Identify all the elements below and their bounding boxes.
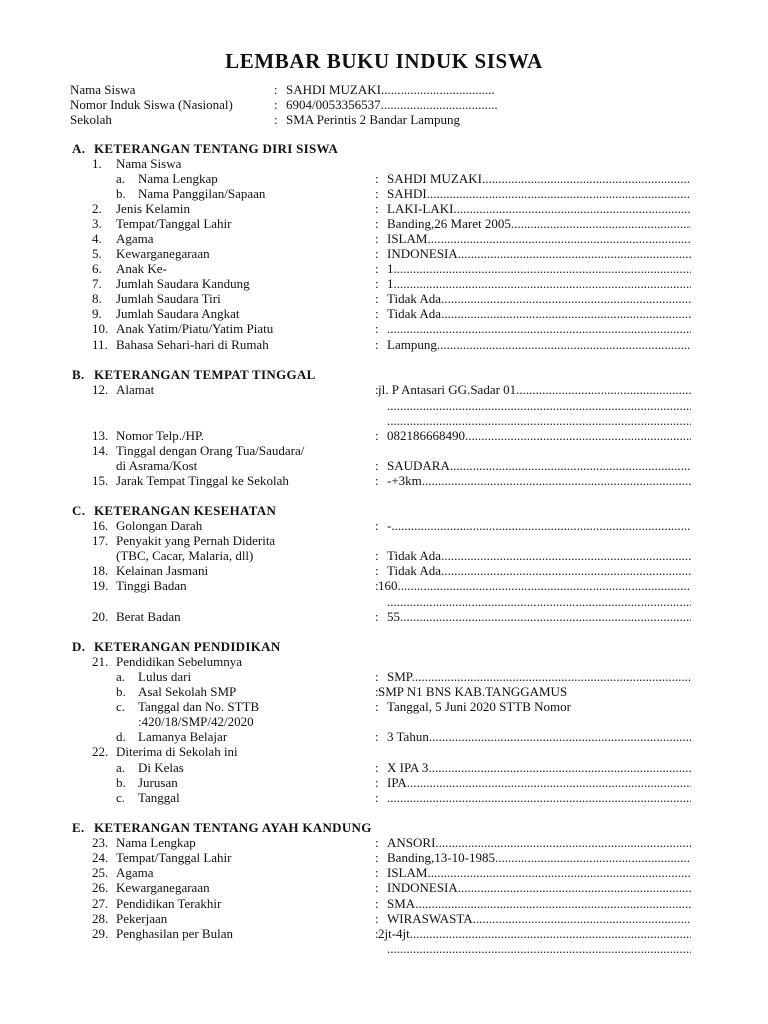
field-number: 20. [92, 609, 109, 624]
field-label: Tanggal [138, 790, 180, 805]
colon: : [375, 246, 379, 261]
field-nama-panggilan [0, 186, 768, 201]
field-number: 29. [92, 926, 109, 941]
field-value: 160 ..... [378, 578, 691, 593]
colon: : [375, 578, 379, 593]
colon: : [375, 835, 379, 850]
section-title: KETERANGAN TENTANG DIRI SISWA [94, 141, 339, 156]
field-number: 22. [92, 744, 109, 759]
colon: : [375, 473, 379, 488]
dots-filler [387, 413, 691, 428]
field-label: Penyakit yang Pernah Diderita [116, 533, 276, 548]
colon: : [274, 97, 278, 112]
field-sttb-cont [0, 714, 768, 729]
colon: : [274, 82, 278, 97]
field-label: Jarak Tempat Tinggal ke Sekolah [116, 473, 289, 488]
section-title: KETERANGAN KESEHATAN [94, 503, 277, 518]
page-title: LEMBAR BUKU INDUK SISWA [225, 49, 543, 73]
field-value: SAHDI MUZAKI ..... [387, 171, 691, 186]
field-label: Tinggal dengan Orang Tua/Saudara/ [116, 443, 305, 458]
field-label: Kewarganegaraan [116, 246, 210, 261]
field-sub-letter: a. [116, 669, 126, 684]
colon: : [375, 684, 379, 699]
field-number: 23. [92, 835, 109, 850]
field-saudara-tiri [0, 291, 768, 306]
field-gol-darah [0, 518, 768, 533]
field-number: 24. [92, 850, 109, 865]
field-value [387, 790, 691, 805]
field-value: Tidak Ada ..... [387, 306, 691, 321]
field-nama-lengkap [0, 171, 768, 186]
colon: : [375, 382, 379, 397]
colon: : [375, 337, 379, 352]
field-label: di Asrama/Kost [116, 458, 198, 473]
colon: : [375, 775, 379, 790]
field-label: Bahasa Sehari-hari di Rumah [116, 337, 269, 352]
field-telp [0, 428, 768, 443]
field-label: Alamat [116, 382, 155, 397]
field-label: Kelainan Jasmani [116, 563, 209, 578]
colon: : [274, 112, 278, 127]
field-kelainan [0, 563, 768, 578]
colon: : [375, 428, 379, 443]
field-value: X IPA 3 ..... [387, 760, 691, 775]
field-value [387, 321, 691, 336]
field-label: Nama Lengkap [116, 835, 196, 850]
field-label: Lamanya Belajar [138, 729, 228, 744]
field-number: 8. [92, 291, 102, 306]
field-label: Jumlah Saudara Kandung [116, 276, 250, 291]
colon: : [375, 306, 379, 321]
field-value: LAKI-LAKI ..... [387, 201, 691, 216]
field-number: 17. [92, 533, 109, 548]
section-a-heading [72, 141, 338, 157]
field-ayah-penghasilan [0, 926, 768, 941]
field-penyakit [0, 533, 768, 548]
field-number: 3. [92, 216, 102, 231]
dotted-line [0, 941, 768, 956]
dotted-line [0, 398, 768, 413]
field-saudara-angkat [0, 306, 768, 321]
field-label: Jurusan [138, 775, 178, 790]
field-number: 1. [92, 156, 102, 171]
field-ayah-nama [0, 835, 768, 850]
field-number: 13. [92, 428, 109, 443]
section-title: KETERANGAN PENDIDIKAN [94, 639, 281, 654]
field-number: 12. [92, 382, 109, 397]
field-berat [0, 609, 768, 624]
field-label: Jenis Kelamin [116, 201, 191, 216]
field-ayah-pendidikan [0, 896, 768, 911]
field-number: 27. [92, 896, 109, 911]
field-label: Tinggi Badan [116, 578, 187, 593]
field-kewarganegaraan [0, 246, 768, 261]
field-nama-siswa [0, 156, 768, 171]
field-value: Banding,26 Maret 2005 ..... [387, 216, 691, 231]
field-value: SMP ..... [387, 669, 691, 684]
colon: : [375, 669, 379, 684]
field-bahasa [0, 337, 768, 352]
field-sub-letter: c. [116, 790, 126, 805]
field-label: Jumlah Saudara Angkat [116, 306, 240, 321]
field-value: Lampung ..... [387, 337, 691, 352]
field-pend-sebelumnya [0, 654, 768, 669]
field-tinggal-dengan-cont [0, 458, 768, 473]
colon: : [375, 201, 379, 216]
header-value: SAHDI MUZAKI................................... [286, 82, 495, 97]
section-b-heading [72, 367, 316, 383]
dots-filler [387, 941, 691, 956]
section-e-heading [72, 820, 372, 836]
colon: : [375, 518, 379, 533]
field-number: 26. [92, 880, 109, 895]
field-ayah-kewarganegaraan [0, 880, 768, 895]
field-label: Golongan Darah [116, 518, 203, 533]
colon: : [375, 186, 379, 201]
field-sub-letter: c. [116, 699, 126, 714]
field-tinggal-dengan [0, 443, 768, 458]
field-value: WIRASWASTA ..... [387, 911, 691, 926]
section-letter: E. [72, 820, 85, 835]
field-value: SAUDARA ..... [387, 458, 691, 473]
section-title: KETERANGAN TEMPAT TINGGAL [94, 367, 316, 382]
field-number: 9. [92, 306, 102, 321]
field-label: Nama Panggilan/Sapaan [138, 186, 266, 201]
field-value: Banding,13-10-1985 ..... [387, 850, 691, 865]
colon: : [375, 699, 379, 714]
section-letter: D. [72, 639, 86, 654]
field-number: 14. [92, 443, 109, 458]
field-label: Penghasilan per Bulan [116, 926, 233, 941]
field-label: Nama Lengkap [138, 171, 218, 186]
field-label: Pendidikan Sebelumnya [116, 654, 243, 669]
field-alamat [0, 382, 768, 397]
field-label: Agama [116, 865, 154, 880]
field-sub-letter: b. [116, 775, 126, 790]
field-yatim [0, 321, 768, 336]
field-label: Lulus dari [138, 669, 192, 684]
field-value: Tidak Ada ..... [387, 548, 691, 563]
field-value: Tanggal, 5 Juni 2020 STTB Nomor [387, 699, 571, 714]
section-title: KETERANGAN TENTANG AYAH KANDUNG [94, 820, 372, 835]
colon: : [375, 261, 379, 276]
field-label: Asal Sekolah SMP [138, 684, 237, 699]
dots-filler [387, 398, 691, 413]
field-lama-belajar [0, 729, 768, 744]
colon: : [375, 563, 379, 578]
field-label: (TBC, Cacar, Malaria, dll) [116, 548, 254, 563]
dotted-line [0, 594, 768, 609]
colon: : [375, 790, 379, 805]
field-number: 16. [92, 518, 109, 533]
field-label: Anak Ke- [116, 261, 167, 276]
field-value: - ..... [387, 518, 691, 533]
colon: : [375, 926, 379, 941]
field-ayah-ttl [0, 850, 768, 865]
section-letter: B. [72, 367, 85, 382]
field-saudara-kandung [0, 276, 768, 291]
field-label: Diterima di Sekolah ini [116, 744, 238, 759]
field-number: 19. [92, 578, 109, 593]
dotted-line [0, 413, 768, 428]
field-number: 4. [92, 231, 102, 246]
field-label: Agama [116, 231, 154, 246]
section-letter: A. [72, 141, 86, 156]
field-value: -+3km ..... [387, 473, 691, 488]
field-label: Jumlah Saudara Tiri [116, 291, 221, 306]
field-ayah-pekerjaan [0, 911, 768, 926]
field-number: 25. [92, 865, 109, 880]
field-label: Kewarganegaraan [116, 880, 210, 895]
field-label: Nama Siswa [116, 156, 182, 171]
field-number: 18. [92, 563, 109, 578]
field-sub-letter: a. [116, 760, 126, 775]
field-sub-letter: b. [116, 684, 126, 699]
field-value: SMA ..... [387, 896, 691, 911]
field-value: ANSORI ..... [387, 835, 691, 850]
field-sttb [0, 699, 768, 714]
field-label: Nomor Telp./HP. [116, 428, 205, 443]
field-number: 10. [92, 321, 109, 336]
colon: : [375, 291, 379, 306]
field-number: 2. [92, 201, 102, 216]
field-jenis-kelamin [0, 201, 768, 216]
field-anak-ke [0, 261, 768, 276]
field-label: :420/18/SMP/42/2020 [138, 714, 254, 729]
field-value: 55 ..... [387, 609, 691, 624]
field-label: Tempat/Tanggal Lahir [116, 850, 232, 865]
field-value: 1 ..... [387, 261, 691, 276]
colon: : [375, 231, 379, 246]
colon: : [375, 760, 379, 775]
field-agama [0, 231, 768, 246]
field-label: Berat Badan [116, 609, 181, 624]
colon: : [375, 880, 379, 895]
header-value: 6904/0053356537.................................... [286, 97, 498, 112]
field-value: SMP N1 BNS KAB.TANGGAMUS [378, 684, 568, 699]
colon: : [375, 276, 379, 291]
section-letter: C. [72, 503, 86, 518]
field-sub-letter: d. [116, 729, 126, 744]
field-value: jl. P Antasari GG.Sadar 01 ..... [378, 382, 691, 397]
field-jurusan [0, 775, 768, 790]
colon: : [375, 896, 379, 911]
field-di-kelas [0, 760, 768, 775]
field-tanggal [0, 790, 768, 805]
field-sub-letter: b. [116, 186, 126, 201]
field-value: ISLAM ..... [387, 231, 691, 246]
field-ayah-agama [0, 865, 768, 880]
field-label: Tempat/Tanggal Lahir [116, 216, 232, 231]
field-value: 082186668490 ..... [387, 428, 691, 443]
field-value: Tidak Ada ..... [387, 563, 691, 578]
field-sub-letter: a. [116, 171, 126, 186]
section-d-heading [72, 639, 281, 655]
colon: : [375, 548, 379, 563]
field-asal-sekolah [0, 684, 768, 699]
field-number: 11. [92, 337, 108, 352]
header-label: Nama Siswa [70, 82, 136, 97]
field-number: 5. [92, 246, 102, 261]
field-number: 6. [92, 261, 102, 276]
field-value: INDONESIA ..... [387, 246, 691, 261]
colon: : [375, 458, 379, 473]
field-value: IPA ..... [387, 775, 691, 790]
field-value: SAHDI ..... [387, 186, 691, 201]
field-number: 21. [92, 654, 109, 669]
field-value: 1 ..... [387, 276, 691, 291]
field-value: INDONESIA ..... [387, 880, 691, 895]
colon: : [375, 850, 379, 865]
field-number: 15. [92, 473, 109, 488]
field-value: Tidak Ada ..... [387, 291, 691, 306]
colon: : [375, 171, 379, 186]
colon: : [375, 216, 379, 231]
field-jarak [0, 473, 768, 488]
field-label: Di Kelas [138, 760, 184, 775]
header-value: SMA Perintis 2 Bandar Lampung [286, 112, 461, 127]
section-c-heading [72, 503, 276, 519]
field-label: Pendidikan Terakhir [116, 896, 222, 911]
field-label: Anak Yatim/Piatu/Yatim Piatu [116, 321, 274, 336]
colon: : [375, 865, 379, 880]
field-value: 2jt-4jt ..... [378, 926, 691, 941]
field-ttl [0, 216, 768, 231]
header-label: Sekolah [70, 112, 112, 127]
field-tinggi [0, 578, 768, 593]
field-label: Tanggal dan No. STTB [138, 699, 260, 714]
dots-filler [387, 594, 691, 609]
field-lulus-dari [0, 669, 768, 684]
colon: : [375, 911, 379, 926]
field-diterima [0, 744, 768, 759]
field-label: Pekerjaan [116, 911, 168, 926]
header-label: Nomor Induk Siswa (Nasional) [70, 97, 233, 112]
field-number: 7. [92, 276, 102, 291]
field-penyakit-cont [0, 548, 768, 563]
field-value: ISLAM ..... [387, 865, 691, 880]
field-number: 28. [92, 911, 109, 926]
colon: : [375, 609, 379, 624]
colon: : [375, 729, 379, 744]
field-value: 3 Tahun ..... [387, 729, 691, 744]
colon: : [375, 321, 379, 336]
